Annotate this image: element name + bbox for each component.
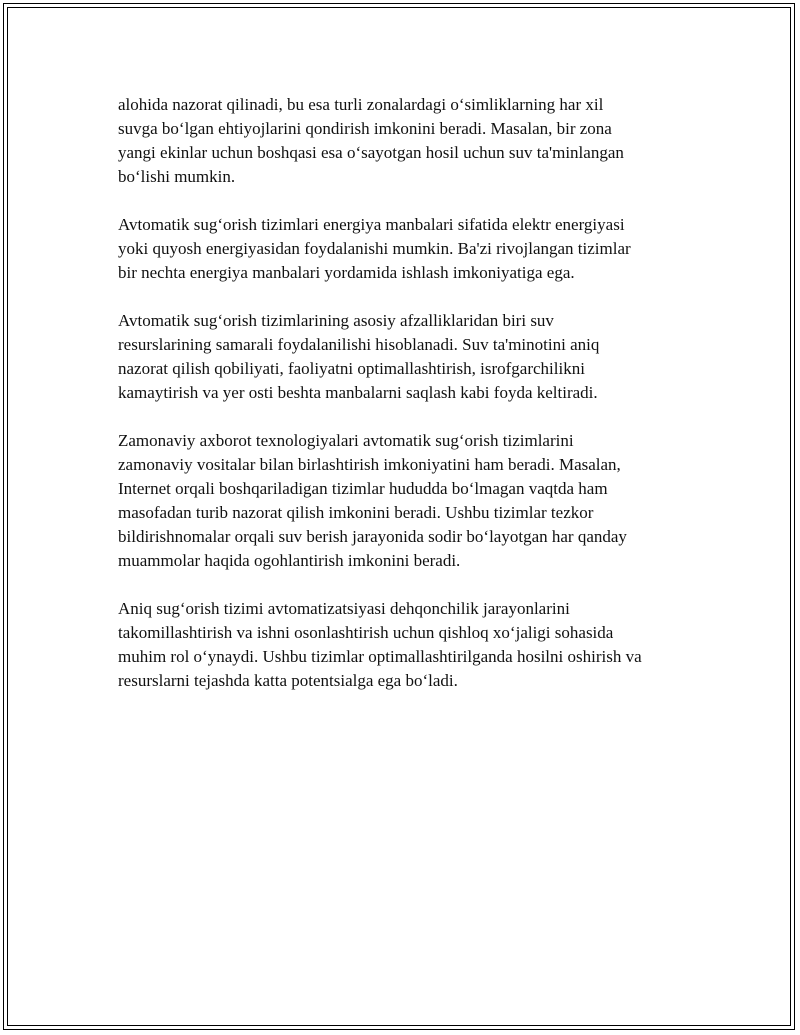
text-line: Avtomatik sug‘orish tizimlari energiya manbalari sifatida elektr energiyasi (118, 215, 625, 234)
text-line: muhim rol o‘ynaydi. Ushbu tizimlar optimallashtirilganda hosilni oshirish va (118, 647, 642, 666)
text-line: yoki quyosh energiyasidan foydalanishi mumkin. Ba'zi rivojlangan tizimlar (118, 239, 631, 258)
text-line: yangi ekinlar uchun boshqasi esa o‘sayotgan hosil uchun suv ta'minlangan (118, 143, 624, 162)
paragraph (118, 597, 688, 693)
text-line: muammolar haqida ogohlantirish imkonini beradi. (118, 551, 461, 570)
text-line: alohida nazorat qilinadi, bu esa turli zonalardagi o‘simliklarning har xil (118, 95, 604, 114)
text-line: Internet orqali boshqariladigan tizimlar hududda bo‘lmagan vaqtda ham (118, 479, 608, 498)
paragraph (118, 213, 688, 285)
paragraph (118, 309, 688, 405)
text-line: zamonaviy vositalar bilan birlashtirish imkoniyatini ham beradi. Masalan, (118, 455, 621, 474)
text-line: Avtomatik sug‘orish tizimlarining asosiy afzalliklaridan biri suv (118, 311, 554, 330)
paragraph (118, 93, 688, 189)
text-line: bir nechta energiya manbalari yordamida ishlash imkoniyatiga ega. (118, 263, 575, 282)
text-line: bo‘lishi mumkin. (118, 167, 236, 186)
text-line: bildirishnomalar orqali suv berish jarayonida sodir bo‘layotgan har qanday (118, 527, 627, 546)
text-line: takomillashtirish va ishni osonlashtirish uchun qishloq xo‘jaligi sohasida (118, 623, 614, 642)
text-line: suvga bo‘lgan ehtiyojlarini qondirish imkonini beradi. Masalan, bir zona (118, 119, 612, 138)
text-line: masofadan turib nazorat qilish imkonini beradi. Ushbu tizimlar tezkor (118, 503, 594, 522)
text-line: resurslarni tejashda katta potentsialga ega bo‘ladi. (118, 671, 458, 690)
text-line: Aniq sug‘orish tizimi avtomatizatsiyasi dehqonchilik jarayonlarini (118, 599, 570, 618)
text-line: resurslarining samarali foydalanilishi hisoblanadi. Suv ta'minotini aniq (118, 335, 600, 354)
text-line: kamaytirish va yer osti beshta manbalarni saqlash kabi foyda keltiradi. (118, 383, 598, 402)
document-body (118, 93, 688, 717)
text-line: nazorat qilish qobiliyati, faoliyatni optimallashtirish, isrofgarchilikni (118, 359, 585, 378)
paragraph (118, 429, 688, 573)
text-line: Zamonaviy axborot texnologiyalari avtomatik sug‘orish tizimlarini (118, 431, 574, 450)
